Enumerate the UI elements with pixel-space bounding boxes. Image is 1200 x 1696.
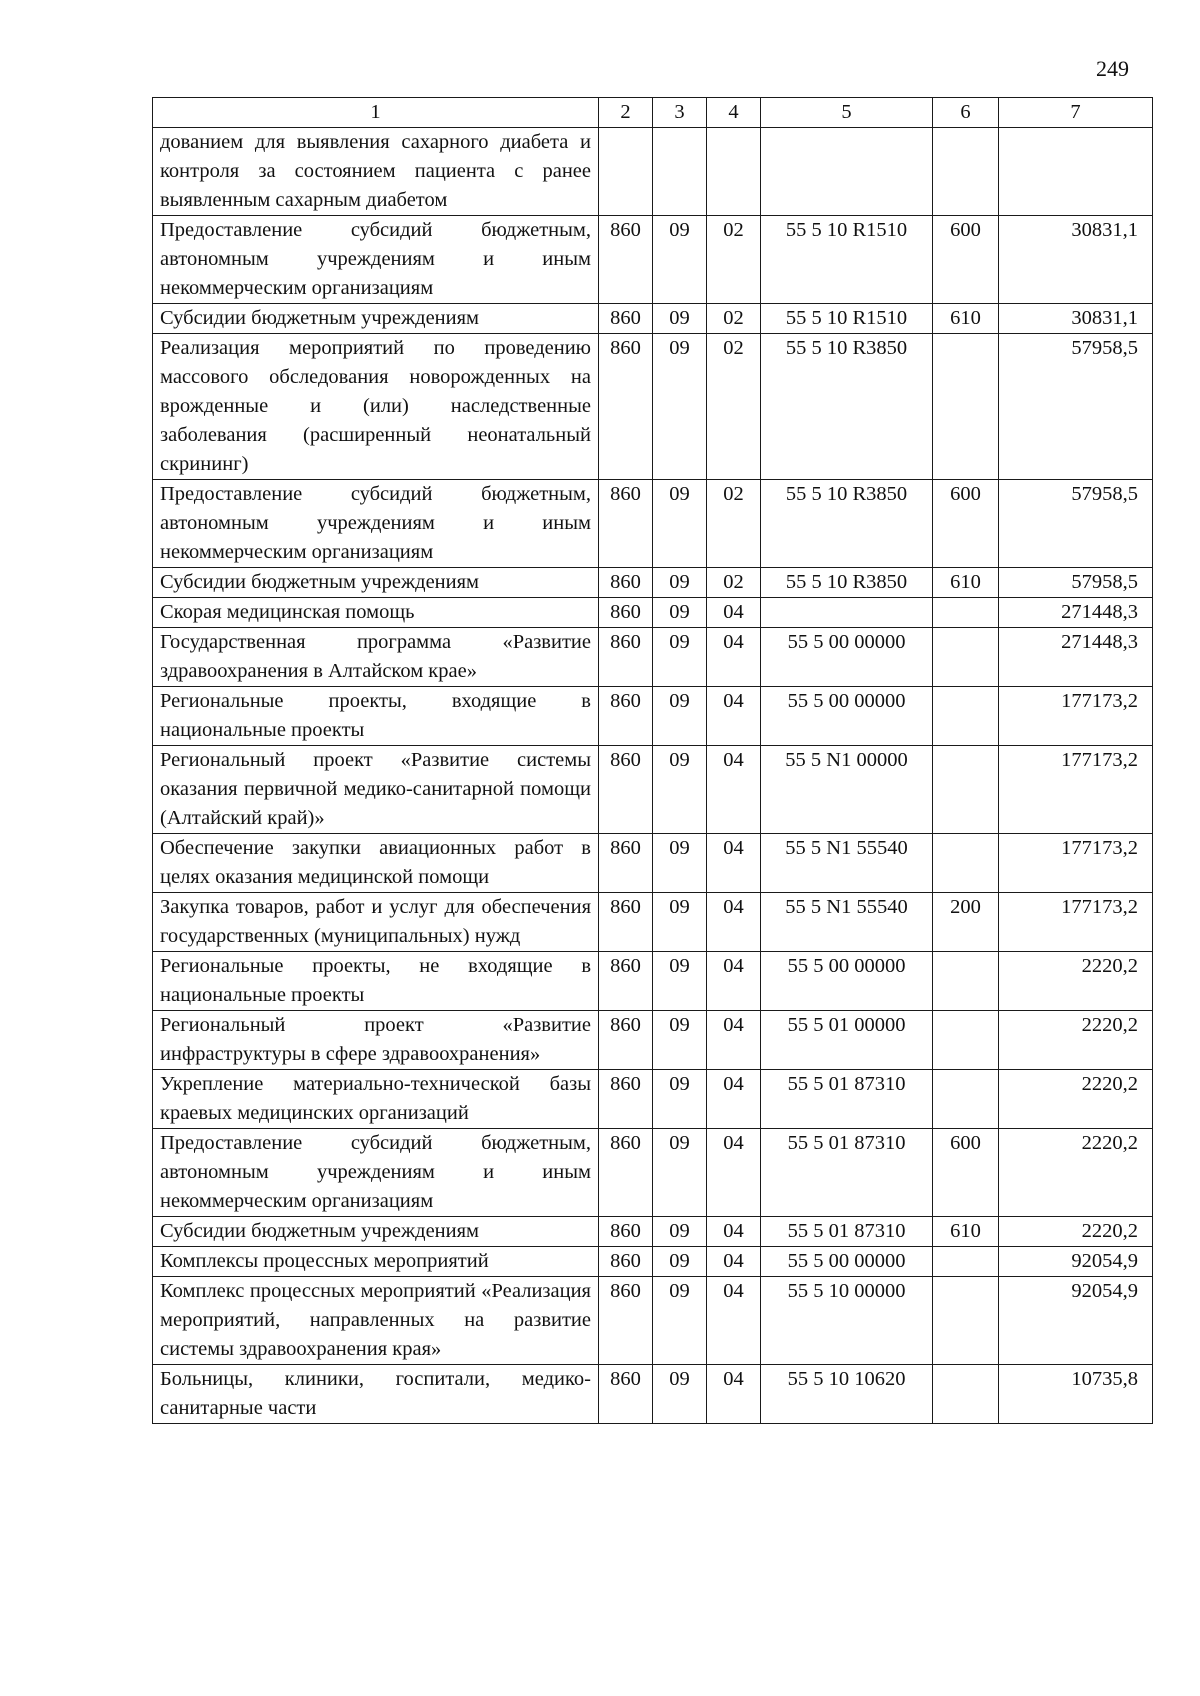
expense-type-cell xyxy=(933,1365,999,1424)
expense-type-cell xyxy=(933,334,999,480)
row-name-cell: Региональные проекты, входящие в национальные проекты xyxy=(153,687,599,746)
section-code-cell: 09 xyxy=(653,216,707,304)
section-code-cell: 09 xyxy=(653,628,707,687)
expense-type-cell: 610 xyxy=(933,568,999,598)
amount-cell: 177173,2 xyxy=(999,834,1153,893)
target-article-cell: 55 5 10 R3850 xyxy=(761,480,933,568)
expense-type-cell xyxy=(933,1070,999,1129)
row-name-cell: Комплекс процессных мероприятий «Реализация мероприятий, направленных на развитие системы здравоохранения края» xyxy=(153,1277,599,1365)
expense-type-cell: 600 xyxy=(933,1129,999,1217)
expense-type-cell xyxy=(933,1277,999,1365)
target-article-cell: 55 5 01 87310 xyxy=(761,1070,933,1129)
expense-type-cell: 200 xyxy=(933,893,999,952)
amount-cell: 92054,9 xyxy=(999,1247,1153,1277)
subsection-code-cell: 04 xyxy=(707,687,761,746)
section-code-cell: 09 xyxy=(653,1070,707,1129)
table-row xyxy=(153,1277,1153,1365)
table-row xyxy=(153,834,1153,893)
subsection-code-cell: 02 xyxy=(707,334,761,480)
row-name-cell: Региональные проекты, не входящие в национальные проекты xyxy=(153,952,599,1011)
grbs-code-cell: 860 xyxy=(599,1129,653,1217)
grbs-code-cell: 860 xyxy=(599,834,653,893)
grbs-code-cell: 860 xyxy=(599,1277,653,1365)
amount-cell: 57958,5 xyxy=(999,480,1153,568)
expense-type-cell: 600 xyxy=(933,480,999,568)
table-row xyxy=(153,1247,1153,1277)
grbs-code-cell: 860 xyxy=(599,304,653,334)
row-name-cell: Обеспечение закупки авиационных работ в целях оказания медицинской помощи xyxy=(153,834,599,893)
grbs-code-cell: 860 xyxy=(599,628,653,687)
section-code-cell: 09 xyxy=(653,334,707,480)
amount-cell: 177173,2 xyxy=(999,687,1153,746)
row-name-cell: Субсидии бюджетным учреждениям xyxy=(153,1217,599,1247)
table-row xyxy=(153,1011,1153,1070)
amount-cell: 57958,5 xyxy=(999,334,1153,480)
subsection-code-cell: 04 xyxy=(707,1217,761,1247)
subsection-code-cell: 04 xyxy=(707,893,761,952)
column-header-2: 2 xyxy=(599,98,653,128)
section-code-cell: 09 xyxy=(653,304,707,334)
grbs-code-cell: 860 xyxy=(599,1247,653,1277)
grbs-code-cell: 860 xyxy=(599,598,653,628)
table-row xyxy=(153,1129,1153,1217)
expense-type-cell xyxy=(933,1247,999,1277)
expense-type-cell xyxy=(933,598,999,628)
grbs-code-cell: 860 xyxy=(599,1011,653,1070)
row-name-cell: Предоставление субсидий бюджетным, автономным учреждениям и иным некоммерческим организациям xyxy=(153,480,599,568)
grbs-code-cell: 860 xyxy=(599,1365,653,1424)
budget-table xyxy=(152,97,1153,1424)
grbs-code-cell xyxy=(599,128,653,216)
table-body xyxy=(153,128,1153,1424)
table-row xyxy=(153,598,1153,628)
section-code-cell: 09 xyxy=(653,568,707,598)
table-row xyxy=(153,304,1153,334)
subsection-code-cell: 04 xyxy=(707,1247,761,1277)
expense-type-cell: 610 xyxy=(933,304,999,334)
section-code-cell: 09 xyxy=(653,746,707,834)
expense-type-cell: 610 xyxy=(933,1217,999,1247)
subsection-code-cell: 04 xyxy=(707,628,761,687)
section-code-cell: 09 xyxy=(653,893,707,952)
row-name-cell: Комплексы процессных мероприятий xyxy=(153,1247,599,1277)
section-code-cell: 09 xyxy=(653,1247,707,1277)
table-row xyxy=(153,128,1153,216)
table-row xyxy=(153,1365,1153,1424)
subsection-code-cell: 04 xyxy=(707,834,761,893)
column-header-6: 6 xyxy=(933,98,999,128)
target-article-cell: 55 5 10 00000 xyxy=(761,1277,933,1365)
table-row xyxy=(153,687,1153,746)
header-row xyxy=(153,98,1153,128)
page-number: 249 xyxy=(1096,56,1129,81)
amount-cell: 57958,5 xyxy=(999,568,1153,598)
amount-cell: 2220,2 xyxy=(999,952,1153,1011)
section-code-cell: 09 xyxy=(653,687,707,746)
table-row xyxy=(153,480,1153,568)
amount-cell: 2220,2 xyxy=(999,1217,1153,1247)
subsection-code-cell xyxy=(707,128,761,216)
table-row xyxy=(153,952,1153,1011)
grbs-code-cell: 860 xyxy=(599,687,653,746)
row-name-cell: Предоставление субсидий бюджетным, автономным учреждениям и иным некоммерческим организациям xyxy=(153,216,599,304)
target-article-cell: 55 5 01 87310 xyxy=(761,1129,933,1217)
amount-cell: 30831,1 xyxy=(999,216,1153,304)
grbs-code-cell: 860 xyxy=(599,746,653,834)
expense-type-cell xyxy=(933,628,999,687)
row-name-cell: дованием для выявления сахарного диабета и контроля за состоянием пациента с ранее выявленным сахарным диабетом xyxy=(153,128,599,216)
target-article-cell: 55 5 N1 00000 xyxy=(761,746,933,834)
grbs-code-cell: 860 xyxy=(599,1070,653,1129)
section-code-cell: 09 xyxy=(653,598,707,628)
expense-type-cell xyxy=(933,1011,999,1070)
table-row xyxy=(153,893,1153,952)
expense-type-cell xyxy=(933,746,999,834)
column-header-3: 3 xyxy=(653,98,707,128)
row-name-cell: Укрепление материально-технической базы краевых медицинских организаций xyxy=(153,1070,599,1129)
amount-cell: 30831,1 xyxy=(999,304,1153,334)
table-row xyxy=(153,746,1153,834)
amount-cell: 177173,2 xyxy=(999,893,1153,952)
target-article-cell: 55 5 00 00000 xyxy=(761,1247,933,1277)
table-row xyxy=(153,1217,1153,1247)
row-name-cell: Закупка товаров, работ и услуг для обеспечения государственных (муниципальных) нужд xyxy=(153,893,599,952)
section-code-cell: 09 xyxy=(653,1129,707,1217)
column-header-4: 4 xyxy=(707,98,761,128)
amount-cell: 2220,2 xyxy=(999,1129,1153,1217)
table-row xyxy=(153,1070,1153,1129)
grbs-code-cell: 860 xyxy=(599,952,653,1011)
subsection-code-cell: 04 xyxy=(707,1129,761,1217)
expense-type-cell xyxy=(933,952,999,1011)
target-article-cell: 55 5 10 R1510 xyxy=(761,304,933,334)
section-code-cell: 09 xyxy=(653,1277,707,1365)
target-article-cell: 55 5 10 R3850 xyxy=(761,334,933,480)
row-name-cell: Больницы, клиники, госпитали, медико-санитарные части xyxy=(153,1365,599,1424)
subsection-code-cell: 04 xyxy=(707,1011,761,1070)
row-name-cell: Государственная программа «Развитие здравоохранения в Алтайском крае» xyxy=(153,628,599,687)
section-code-cell: 09 xyxy=(653,1011,707,1070)
subsection-code-cell: 04 xyxy=(707,598,761,628)
amount-cell: 271448,3 xyxy=(999,598,1153,628)
section-code-cell: 09 xyxy=(653,1365,707,1424)
column-header-5: 5 xyxy=(761,98,933,128)
subsection-code-cell: 02 xyxy=(707,216,761,304)
target-article-cell: 55 5 00 00000 xyxy=(761,952,933,1011)
amount-cell xyxy=(999,128,1153,216)
grbs-code-cell: 860 xyxy=(599,1217,653,1247)
target-article-cell xyxy=(761,128,933,216)
section-code-cell xyxy=(653,128,707,216)
amount-cell: 92054,9 xyxy=(999,1277,1153,1365)
grbs-code-cell: 860 xyxy=(599,893,653,952)
target-article-cell: 55 5 01 00000 xyxy=(761,1011,933,1070)
expense-type-cell: 600 xyxy=(933,216,999,304)
target-article-cell: 55 5 N1 55540 xyxy=(761,893,933,952)
subsection-code-cell: 02 xyxy=(707,304,761,334)
subsection-code-cell: 04 xyxy=(707,1070,761,1129)
table-row xyxy=(153,216,1153,304)
amount-cell: 10735,8 xyxy=(999,1365,1153,1424)
target-article-cell: 55 5 00 00000 xyxy=(761,628,933,687)
target-article-cell: 55 5 N1 55540 xyxy=(761,834,933,893)
amount-cell: 2220,2 xyxy=(999,1011,1153,1070)
target-article-cell: 55 5 01 87310 xyxy=(761,1217,933,1247)
column-header-1: 1 xyxy=(153,98,599,128)
row-name-cell: Реализация мероприятий по проведению массового обследования новорожденных на врожденные и (или) наследственные заболевания (расширенный неонатальный скрининг) xyxy=(153,334,599,480)
subsection-code-cell: 02 xyxy=(707,568,761,598)
column-header-7: 7 xyxy=(999,98,1153,128)
target-article-cell: 55 5 10 R3850 xyxy=(761,568,933,598)
row-name-cell: Скорая медицинская помощь xyxy=(153,598,599,628)
target-article-cell xyxy=(761,598,933,628)
section-code-cell: 09 xyxy=(653,480,707,568)
subsection-code-cell: 04 xyxy=(707,1365,761,1424)
section-code-cell: 09 xyxy=(653,1217,707,1247)
subsection-code-cell: 04 xyxy=(707,746,761,834)
row-name-cell: Региональный проект «Развитие системы оказания первичной медико-санитарной помощи (Алтайский край)» xyxy=(153,746,599,834)
table-row xyxy=(153,334,1153,480)
subsection-code-cell: 04 xyxy=(707,952,761,1011)
section-code-cell: 09 xyxy=(653,952,707,1011)
table-row xyxy=(153,568,1153,598)
row-name-cell: Предоставление субсидий бюджетным, автономным учреждениям и иным некоммерческим организациям xyxy=(153,1129,599,1217)
expense-type-cell xyxy=(933,687,999,746)
expense-type-cell xyxy=(933,128,999,216)
grbs-code-cell: 860 xyxy=(599,334,653,480)
target-article-cell: 55 5 00 00000 xyxy=(761,687,933,746)
row-name-cell: Субсидии бюджетным учреждениям xyxy=(153,568,599,598)
row-name-cell: Региональный проект «Развитие инфраструктуры в сфере здравоохранения» xyxy=(153,1011,599,1070)
grbs-code-cell: 860 xyxy=(599,480,653,568)
target-article-cell: 55 5 10 10620 xyxy=(761,1365,933,1424)
section-code-cell: 09 xyxy=(653,834,707,893)
amount-cell: 177173,2 xyxy=(999,746,1153,834)
target-article-cell: 55 5 10 R1510 xyxy=(761,216,933,304)
subsection-code-cell: 04 xyxy=(707,1277,761,1365)
amount-cell: 271448,3 xyxy=(999,628,1153,687)
table-row xyxy=(153,628,1153,687)
subsection-code-cell: 02 xyxy=(707,480,761,568)
row-name-cell: Субсидии бюджетным учреждениям xyxy=(153,304,599,334)
grbs-code-cell: 860 xyxy=(599,568,653,598)
grbs-code-cell: 860 xyxy=(599,216,653,304)
amount-cell: 2220,2 xyxy=(999,1070,1153,1129)
expense-type-cell xyxy=(933,834,999,893)
